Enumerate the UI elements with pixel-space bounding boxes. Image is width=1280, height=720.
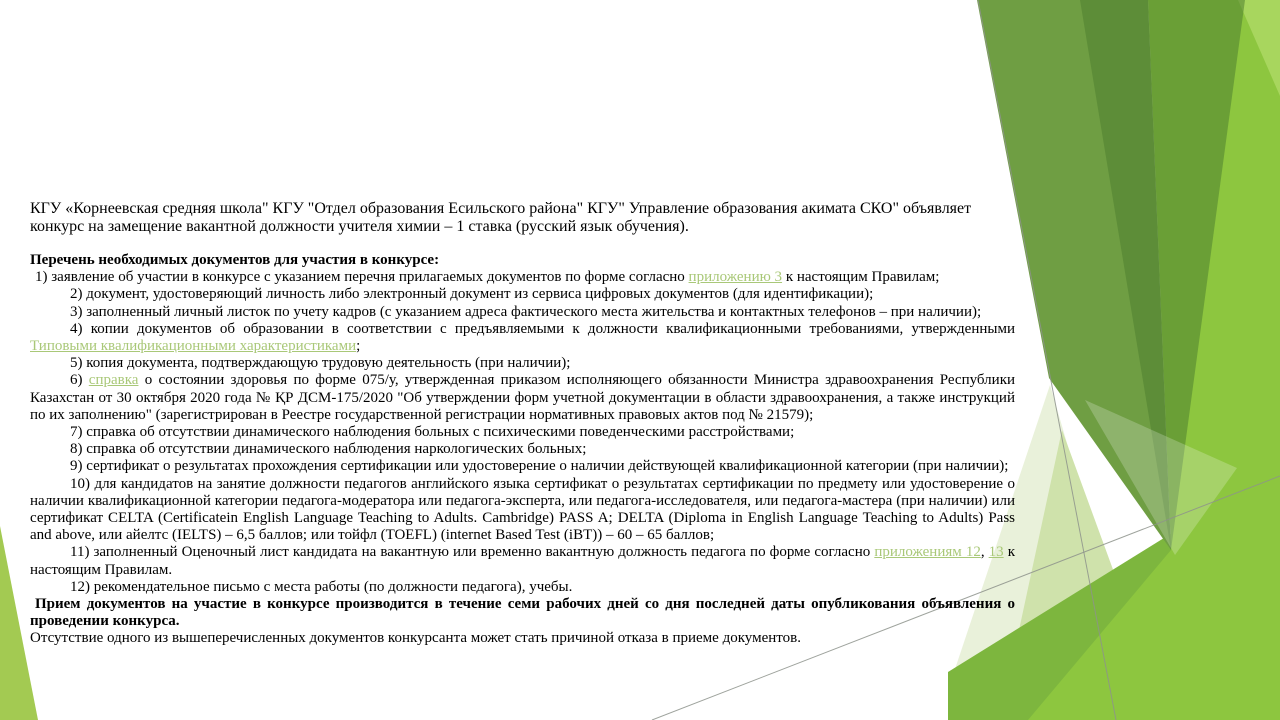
- text-run: 1) заявление об участии в конкурсе с указанием перечня прилагаемых документов по форме согласно: [35, 269, 689, 286]
- text-run: 3) заполненный личный листок по учету кадров (с указанием адреса фактического места жительства и контактных телефонов – при наличии);: [70, 303, 982, 320]
- text-run: 12) рекомендательное письмо с места работы (по должности педагога), учебы.: [70, 578, 573, 595]
- doc-link[interactable]: справка: [88, 372, 139, 389]
- text-run: к настоящим Правилам;: [782, 269, 940, 286]
- text-run: о состоянии здоровья по форме 075/у, утвержденная приказом исполняющего обязанности Министра здравоохранения Республики Казахстан от 30 октября 2020 года № ҚР ДСМ-175/2020 "Об утверждении форм учетной документации в области здравоохранения, а также инструкций по их заполнению" (зарегистрирован в Реестре государственной регистрации нормативных правовых актов под № 21579);: [30, 372, 1016, 423]
- text-run: к настоящим Правилам.: [30, 544, 1016, 578]
- paragraph: [30, 286, 1015, 303]
- paragraph: [30, 269, 1015, 286]
- paragraph: [30, 544, 1015, 578]
- text-run: 10) для кандидатов на занятие должности педагогов английского языка сертификат о результатах сертификации по предмету или удостоверение о наличии квалификационной категории педагога-модератора или педагога-эксперта, или педагога-исследователя, или педагога-мастера (при наличии) или сертификат CELTA (Certificatein English Language Teaching to Adults. Cambridge) PASS A; DELTA (Diploma in English Language Teaching to Adults) Pass and above, или айелтс (IELTS) – 6,5 баллов; или тойфл (TOEFL) (internet Based Test (iBT)) – 60 – 65 баллов;: [30, 475, 1015, 544]
- text-run: Отсутствие одного из вышеперечисленных документов конкурсанта может стать причиной отказа в приеме документов.: [30, 630, 801, 647]
- text-run: 9) сертификат о результатах прохождения сертификации или удостоверение о наличии действующей квалификационной категории (при наличии);: [70, 458, 1009, 475]
- paragraph: [30, 321, 1015, 355]
- doc-link[interactable]: приложениям 12: [874, 544, 981, 561]
- doc-link[interactable]: приложению 3: [688, 269, 783, 286]
- paragraph: [30, 372, 1015, 424]
- text-run: 11) заполненный Оценочный лист кандидата на вакантную или временно вакантную должность педагога по форме согласно: [70, 544, 875, 561]
- paragraph: [30, 579, 1015, 596]
- text-run: 7) справка об отсутствии динамического наблюдения больных с психическими поведенческими расстройствами;: [70, 424, 795, 441]
- text-run-bold: Перечень необходимых документов для участия в конкурсе:: [30, 252, 440, 268]
- paragraph: [30, 355, 1015, 372]
- body-text: [30, 252, 1015, 648]
- slide-content: [30, 176, 1015, 648]
- paragraph: [30, 630, 1015, 647]
- paragraph: [30, 476, 1015, 545]
- text-run: 2) документ, удостоверяющий личность либо электронный документ из сервиса цифровых документов (для идентификации);: [70, 286, 874, 303]
- doc-link[interactable]: Типовыми квалификационными характеристиками: [30, 338, 357, 355]
- slide-title-line1: КГУ «Корнеевская средняя школа" КГУ "Отдел образования Есильского района" КГУ" Управление образования акимата СКО" объявляет: [30, 200, 972, 217]
- paragraph: [30, 596, 1015, 630]
- slide-title-line2: конкурс на замещение вакантной должности учителя химии – 1 ставка (русский язык обучения).: [30, 218, 689, 235]
- paragraph: [30, 441, 1015, 458]
- text-run: 4) копии документов об образовании в соответствии с предъявляемыми к должности квалификационными требованиями, утвержденными: [70, 320, 1015, 337]
- paragraph: [30, 458, 1015, 475]
- text-run-bold: Прием документов на участие в конкурсе производится в течение семи рабочих дней со дня последней даты опубликования объявления о проведении конкурса.: [30, 596, 1015, 630]
- text-run: ,: [980, 544, 989, 561]
- doc-link[interactable]: 13: [988, 544, 1004, 561]
- paragraph: [30, 304, 1015, 321]
- text-run: 5) копия документа, подтверждающую трудовую деятельность (при наличии);: [70, 355, 571, 372]
- text-run: 6): [70, 372, 89, 389]
- paragraph: [30, 424, 1015, 441]
- paragraph: [30, 252, 1015, 269]
- text-run: 8) справка об отсутствии динамического наблюдения наркологических больных;: [70, 441, 587, 458]
- text-run: ;: [356, 338, 361, 355]
